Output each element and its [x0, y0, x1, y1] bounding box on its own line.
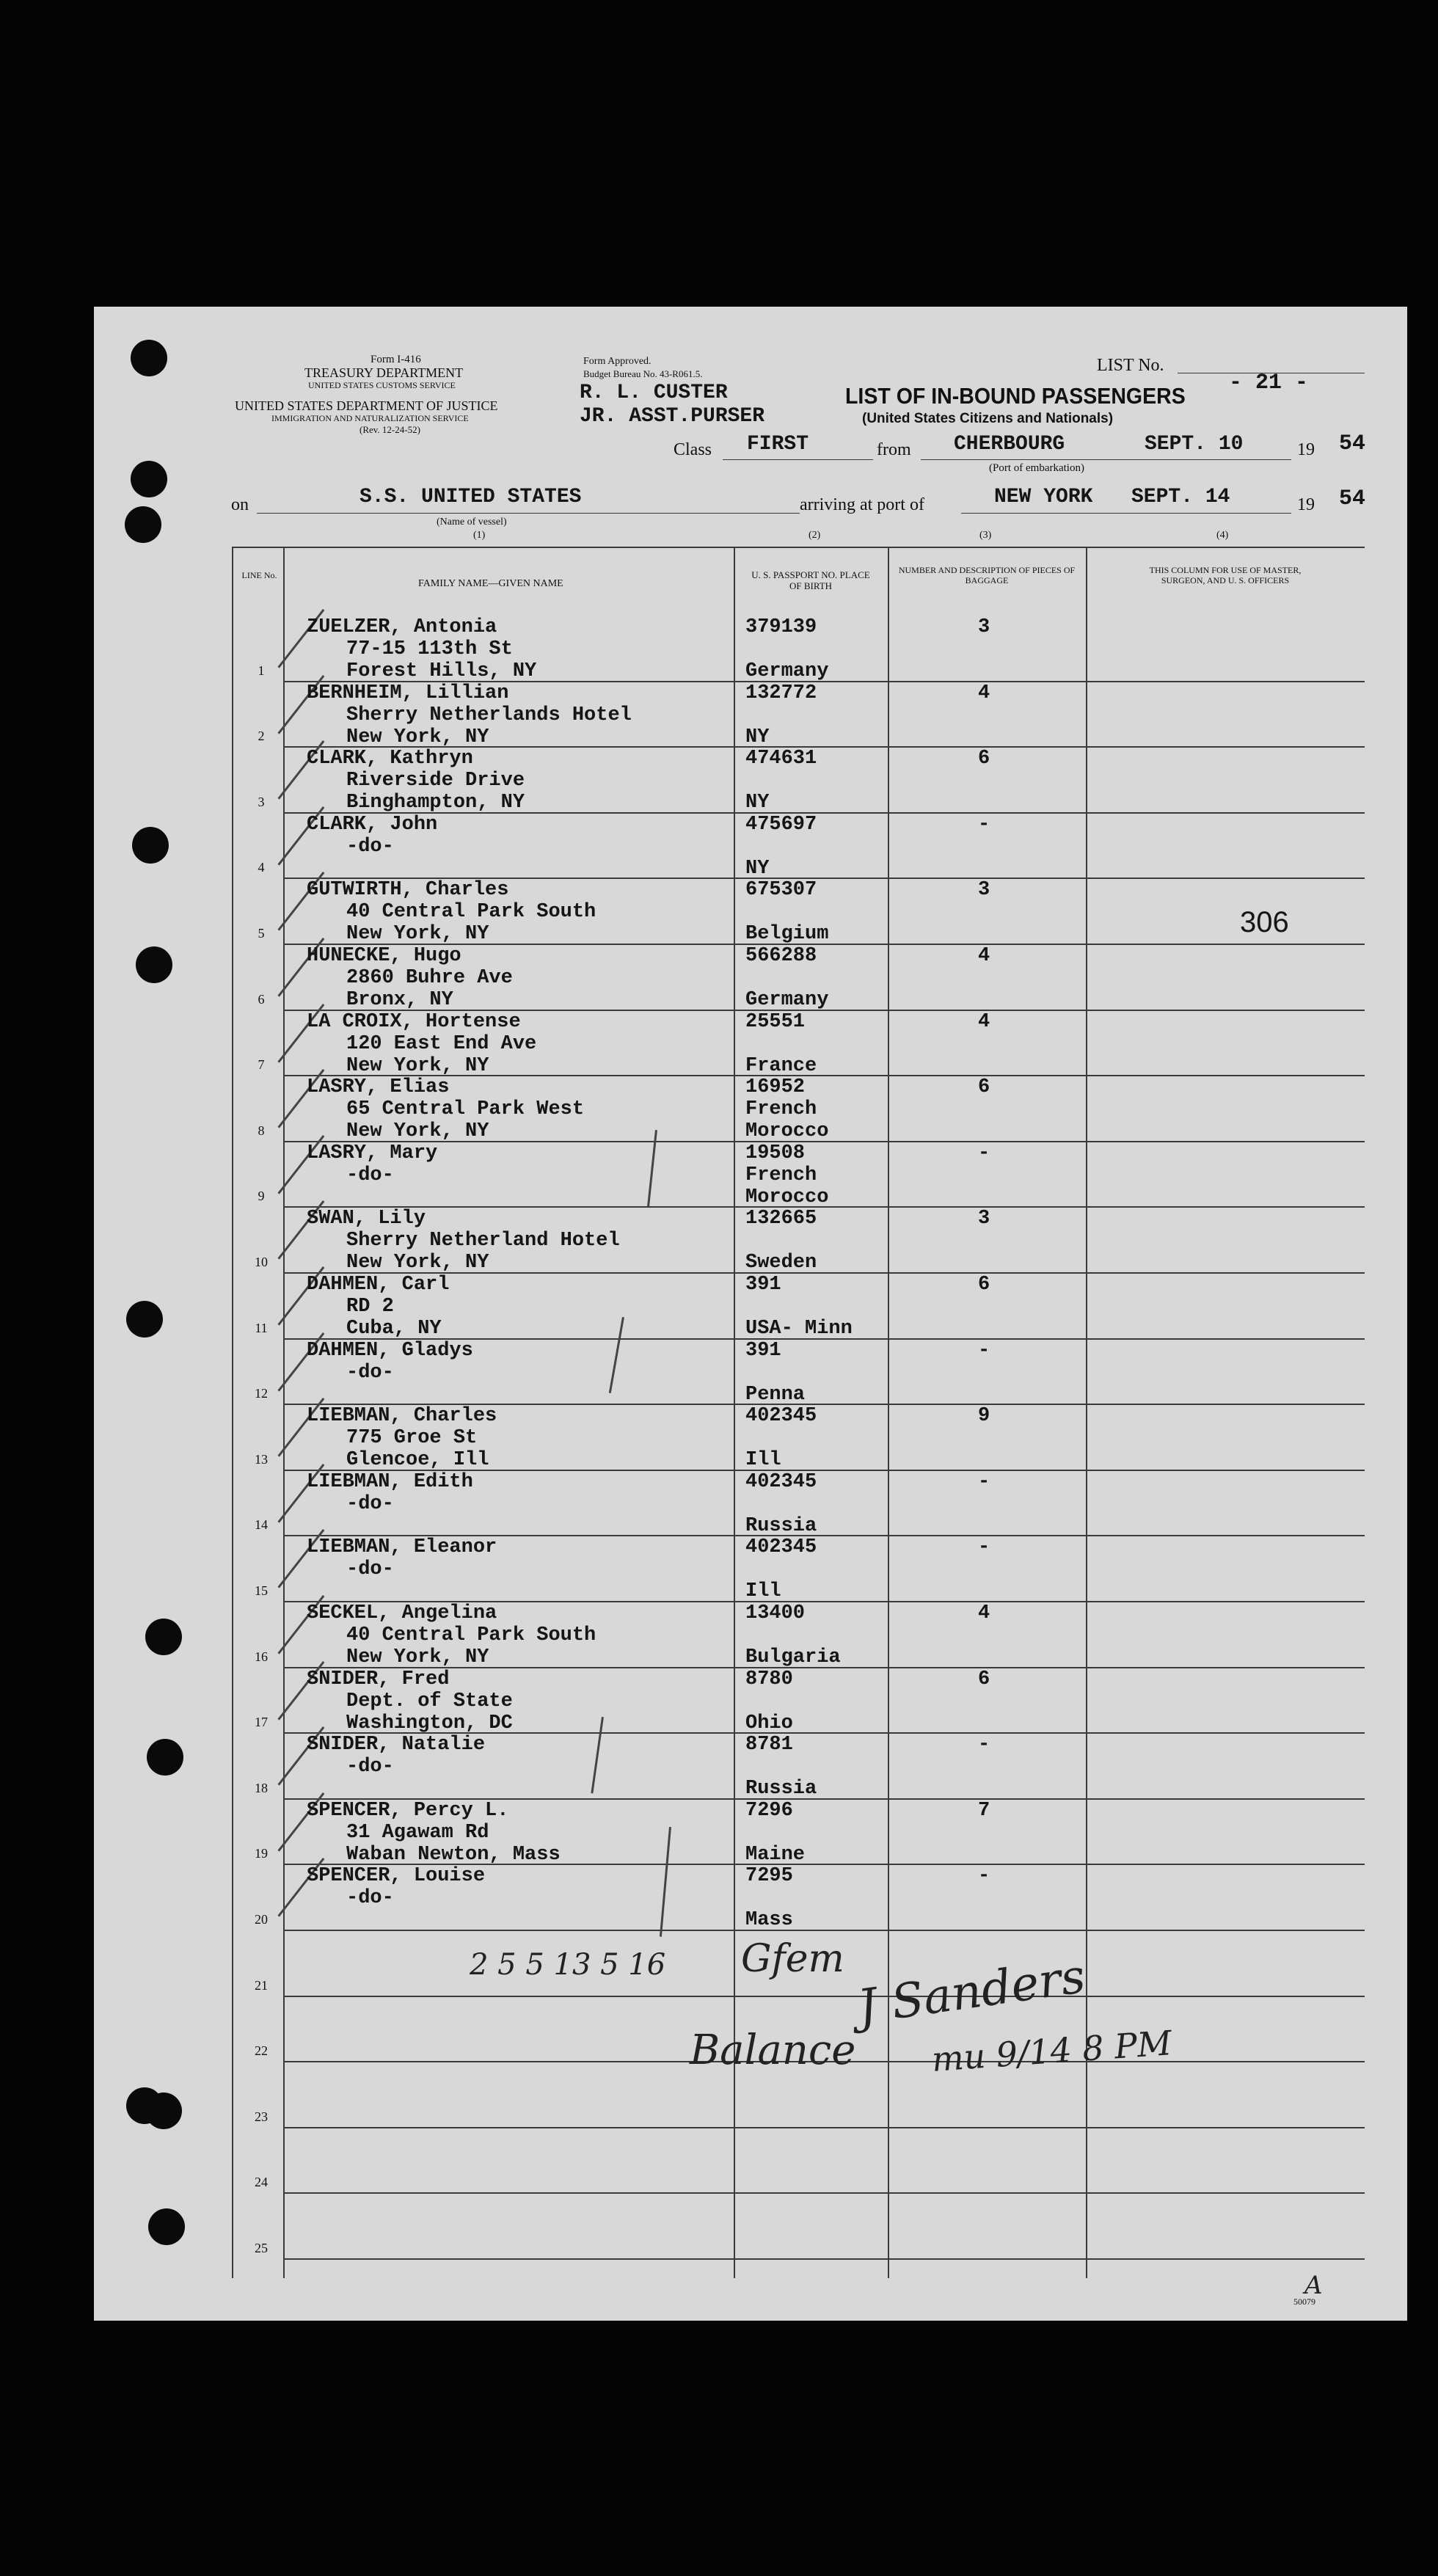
line-number: 23	[255, 2109, 268, 2124]
official-count: 306	[1240, 906, 1289, 938]
passenger-address: -do-	[346, 1756, 394, 1778]
col-header-passport: U. S. PASSPORT NO. PLACE OF BIRTH	[751, 569, 870, 591]
embarkation-date: SEPT. 10	[1145, 433, 1244, 456]
line-number: 17	[255, 1715, 268, 1730]
row-divider	[283, 1996, 1365, 1997]
line-number: 12	[255, 1386, 268, 1401]
place-of-birth: Mass	[745, 1909, 793, 1932]
passenger-name: SNIDER, Natalie	[307, 1734, 486, 1756]
baggage-count: 4	[978, 682, 990, 704]
passport-number: 402345	[745, 1405, 817, 1428]
passport-number: 8780	[745, 1668, 793, 1690]
line-number: 5	[258, 926, 265, 941]
line-number: 16	[255, 1649, 268, 1664]
line-col-divider	[283, 547, 285, 2278]
ins-service: IMMIGRATION AND NATURALIZATION SERVICE	[271, 413, 469, 423]
line-number: 1	[258, 663, 265, 678]
place-of-birth: USA- Minn	[745, 1318, 853, 1340]
punch-hole	[125, 506, 161, 543]
place-of-birth: French	[745, 1164, 817, 1186]
col-header-line: LINE No.	[241, 570, 277, 580]
place-of-birth: Sweden	[745, 1252, 817, 1274]
port-caption: (Port of embarkation)	[989, 462, 1084, 474]
passport-number: 16952	[745, 1076, 806, 1099]
passenger-address: Forest Hills, NY	[346, 660, 537, 682]
passenger-address: New York, NY	[346, 923, 489, 946]
line-number: 10	[255, 1255, 268, 1269]
handwritten-tally: 2 5 5 13 5 16	[470, 1948, 666, 1982]
passenger-address: 2860 Buhre Ave	[346, 967, 513, 989]
baggage-count: 3	[978, 616, 990, 638]
punch-hole	[145, 2092, 182, 2129]
punch-hole	[148, 2208, 185, 2245]
line-number: 15	[255, 1583, 268, 1598]
arrival-port: NEW YORK	[994, 486, 1093, 508]
passenger-address: 775 Groe St	[346, 1427, 478, 1450]
passenger-address: -do-	[346, 1492, 394, 1515]
passport-number: 25551	[745, 1010, 806, 1033]
place-of-birth: Germany	[745, 989, 829, 1011]
year-value: 54	[1339, 486, 1366, 511]
passenger-name: LIEBMAN, Edith	[307, 1470, 473, 1493]
passport-number: 8781	[745, 1734, 793, 1756]
list-no-label: LIST No.	[1097, 356, 1164, 375]
class-underline	[723, 459, 873, 460]
passport-number: 566288	[745, 945, 817, 967]
punch-hole	[136, 946, 172, 983]
passport-number: 379139	[745, 616, 817, 638]
place-of-birth: French	[745, 1098, 817, 1121]
baggage-count: -	[978, 1142, 990, 1164]
passenger-address: -do-	[346, 1164, 394, 1186]
passport-number: 402345	[745, 1536, 817, 1559]
column-number: (4)	[1216, 530, 1229, 541]
passenger-name: BERNHEIM, Lillian	[307, 682, 509, 704]
passenger-name: CLARK, Kathryn	[307, 748, 473, 770]
passenger-name: LIEBMAN, Eleanor	[307, 1536, 497, 1559]
punch-hole	[147, 1739, 183, 1776]
line-number: 4	[258, 860, 265, 875]
baggage-count: 6	[978, 1668, 990, 1690]
passenger-name: GUTWIRTH, Charles	[307, 879, 509, 902]
passenger-address: 40 Central Park South	[346, 901, 596, 924]
place-of-birth: NY	[745, 857, 770, 880]
place-of-birth: Russia	[745, 1778, 817, 1800]
treasury-department: TREASURY DEPARTMENT	[304, 365, 464, 380]
passenger-address: -do-	[346, 835, 394, 858]
passport-number: 475697	[745, 813, 817, 836]
line-number: 19	[255, 1846, 268, 1861]
passenger-name: SPENCER, Percy L.	[307, 1799, 509, 1822]
punch-hole	[126, 1301, 163, 1338]
passenger-address: New York, NY	[346, 1646, 489, 1668]
baggage-col-divider	[1086, 547, 1087, 2278]
line-number: 14	[255, 1517, 268, 1533]
department-of-justice: UNITED STATES DEPARTMENT OF JUSTICE	[235, 398, 498, 413]
row-divider	[283, 2258, 1365, 2260]
passenger-address: New York, NY	[346, 1120, 489, 1143]
class-label: Class	[674, 440, 712, 459]
line-number: 2	[258, 729, 265, 744]
year-prefix: 19	[1297, 440, 1315, 459]
year-prefix: 19	[1297, 495, 1315, 514]
place-of-birth: NY	[745, 726, 770, 748]
line-number: 18	[255, 1780, 268, 1795]
place-of-birth: Maine	[745, 1843, 806, 1866]
passenger-address: Binghampton, NY	[346, 792, 525, 814]
place-of-birth: Morocco	[745, 1120, 829, 1143]
baggage-count: -	[978, 1339, 990, 1362]
officer-name: R. L. CUSTER	[580, 382, 728, 404]
passport-number: 7296	[745, 1799, 793, 1822]
passenger-name: LA CROIX, Hortense	[307, 1010, 521, 1033]
line-number: 13	[255, 1451, 268, 1467]
passenger-address: 65 Central Park West	[346, 1098, 585, 1121]
passenger-address: New York, NY	[346, 1252, 489, 1274]
footer-code: 50079	[1293, 2296, 1315, 2307]
year-value: 54	[1339, 431, 1366, 456]
vessel-caption: (Name of vessel)	[437, 517, 507, 528]
place-of-birth: Ohio	[745, 1712, 793, 1734]
passport-number: 13400	[745, 1602, 806, 1624]
vessel-name: S.S. UNITED STATES	[360, 486, 582, 508]
line-number: 3	[258, 794, 265, 809]
from-label: from	[877, 440, 911, 459]
passenger-name: LASRY, Elias	[307, 1076, 450, 1099]
form-revision: (Rev. 12-24-52)	[360, 424, 420, 435]
col-header-baggage: NUMBER AND DESCRIPTION OF PIECES OF BAGGAGE	[898, 565, 1076, 585]
footer-mark: A	[1304, 2271, 1323, 2300]
arriving-label: arriving at port of	[800, 495, 924, 514]
passenger-name: SNIDER, Fred	[307, 1668, 450, 1690]
baggage-count: -	[978, 813, 990, 836]
passenger-name: DAHMEN, Carl	[307, 1274, 450, 1296]
baggage-count: 6	[978, 748, 990, 770]
on-label: on	[231, 495, 249, 514]
list-number: - 21 -	[1229, 371, 1309, 395]
list-subtitle: (United States Citizens and Nationals)	[862, 411, 1114, 426]
line-number: 11	[255, 1320, 268, 1335]
passenger-name: SECKEL, Angelina	[307, 1602, 497, 1624]
column-number: (1)	[473, 530, 486, 541]
passenger-name: SWAN, Lily	[307, 1208, 426, 1230]
passenger-address: New York, NY	[346, 1054, 489, 1077]
passport-number: 474631	[745, 748, 817, 770]
place-of-birth: Germany	[745, 660, 829, 682]
passenger-name: SPENCER, Louise	[307, 1865, 486, 1888]
place-of-birth: Penna	[745, 1383, 806, 1406]
place-of-birth: Bulgaria	[745, 1646, 841, 1668]
col-header-name: FAMILY NAME—GIVEN NAME	[418, 578, 563, 589]
officer-signature: J Sanders	[854, 1949, 1089, 2035]
col-header-official-use: THIS COLUMN FOR USE OF MASTER, SURGEON, AND U. S. OFFICERS	[1149, 565, 1302, 585]
line-number: 24	[255, 2175, 268, 2190]
baggage-count: 6	[978, 1274, 990, 1296]
passenger-name: DAHMEN, Gladys	[307, 1339, 473, 1362]
place-of-birth: NY	[745, 792, 770, 814]
line-number: 20	[255, 1912, 268, 1927]
passenger-address: Glencoe, Ill	[346, 1449, 489, 1472]
passenger-address: -do-	[346, 1887, 394, 1910]
form-approved: Form Approved.	[583, 356, 652, 367]
passenger-address: Waban Newton, Mass	[346, 1843, 561, 1866]
baggage-count: 4	[978, 945, 990, 967]
passenger-address: 40 Central Park South	[346, 1624, 596, 1646]
officer-title: JR. ASST.PURSER	[580, 405, 765, 428]
passenger-address: -do-	[346, 1558, 394, 1581]
arrival-underline	[961, 513, 1291, 514]
baggage-count: -	[978, 1470, 990, 1493]
baggage-count: -	[978, 1865, 990, 1888]
line-number: 7	[258, 1057, 265, 1073]
passenger-address: New York, NY	[346, 726, 489, 748]
passport-number: 402345	[745, 1470, 817, 1493]
passenger-address: -do-	[346, 1361, 394, 1384]
line-number: 9	[258, 1189, 265, 1204]
passenger-address: Riverside Drive	[346, 770, 525, 792]
place-of-birth: Ill	[745, 1449, 781, 1472]
passport-number: 7295	[745, 1865, 793, 1888]
baggage-count: 4	[978, 1602, 990, 1624]
place-of-birth: France	[745, 1054, 817, 1077]
row-divider	[283, 1930, 1365, 1931]
budget-bureau: Budget Bureau No. 43-R061.5.	[583, 368, 703, 379]
punch-hole	[131, 340, 167, 376]
passport-number: 391	[745, 1274, 781, 1296]
line-number: 21	[255, 1977, 268, 1993]
place-of-birth: Ill	[745, 1580, 781, 1603]
passenger-name: HUNECKE, Hugo	[307, 945, 461, 967]
manifest-page	[94, 307, 1407, 2321]
arrival-date: SEPT. 14	[1131, 486, 1230, 508]
class-value: FIRST	[747, 433, 809, 456]
passport-number: 675307	[745, 879, 817, 902]
line-number: 22	[255, 2043, 268, 2059]
line-number: 25	[255, 2241, 268, 2255]
passenger-name: LASRY, Mary	[307, 1142, 438, 1164]
baggage-count: 4	[978, 1010, 990, 1033]
baggage-count: -	[978, 1734, 990, 1756]
place-of-birth: Belgium	[745, 923, 829, 946]
passport-number: 19508	[745, 1142, 806, 1164]
baggage-count: -	[978, 1536, 990, 1559]
passenger-address: 120 East End Ave	[346, 1032, 537, 1055]
passport-number: 132665	[745, 1208, 817, 1230]
passenger-address: Cuba, NY	[346, 1318, 442, 1340]
table-left-border	[232, 547, 233, 2278]
passenger-address: 31 Agawam Rd	[346, 1821, 489, 1844]
column-number: (2)	[809, 530, 821, 541]
passport-number: 132772	[745, 682, 817, 704]
baggage-count: 7	[978, 1799, 990, 1822]
baggage-count: 9	[978, 1405, 990, 1428]
line-number: 6	[258, 991, 265, 1007]
form-number: Form I-416	[371, 354, 421, 365]
passenger-address: Sherry Netherlands Hotel	[346, 704, 632, 726]
vessel-underline	[257, 513, 800, 514]
customs-service: UNITED STATES CUSTOMS SERVICE	[308, 380, 456, 390]
baggage-count: 6	[978, 1076, 990, 1099]
passenger-address: Dept. of State	[346, 1690, 513, 1712]
punch-hole	[145, 1619, 182, 1655]
place-of-birth: Morocco	[745, 1186, 829, 1208]
table-top-border	[232, 547, 1365, 548]
punch-hole	[131, 461, 167, 497]
passenger-address: Sherry Netherland Hotel	[346, 1230, 620, 1252]
passenger-address: RD 2	[346, 1296, 394, 1318]
passenger-address: 77-15 113th St	[346, 638, 513, 660]
baggage-count: 3	[978, 1208, 990, 1230]
handwritten-balance: Balance	[690, 2026, 856, 2074]
passenger-address: Washington, DC	[346, 1712, 513, 1734]
passenger-name: LIEBMAN, Charles	[307, 1405, 497, 1428]
passenger-name: ZUELZER, Antonia	[307, 616, 497, 638]
place-of-birth: Russia	[745, 1514, 817, 1537]
column-number: (3)	[979, 530, 992, 541]
handwritten-timestamp: mu 9/14 8 PM	[930, 2023, 1173, 2079]
list-title: LIST OF IN-BOUND PASSENGERS	[845, 383, 1186, 409]
name-col-divider	[734, 547, 735, 2278]
passport-number: 391	[745, 1339, 781, 1362]
row-divider	[283, 2192, 1365, 2194]
passenger-address: Bronx, NY	[346, 989, 453, 1011]
port-of-embarkation: CHERBOURG	[954, 433, 1065, 456]
from-underline	[921, 459, 1291, 460]
row-divider	[283, 2127, 1365, 2128]
punch-hole	[132, 827, 169, 864]
passenger-name: CLARK, John	[307, 813, 438, 836]
line-number: 8	[258, 1123, 265, 1138]
handwritten-initials: Gfem	[741, 1937, 844, 1981]
baggage-count: 3	[978, 879, 990, 902]
